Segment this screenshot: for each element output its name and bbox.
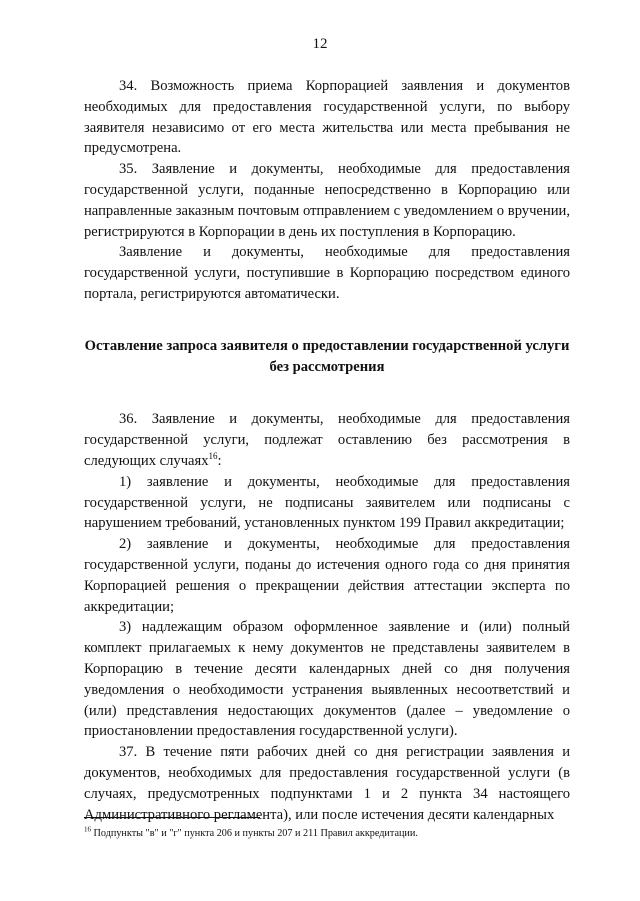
paragraph-35-continued: Заявление и документы, необходимые для предоставления государственной услуги, поступившие в Корпорацию посредством единого портала, регистрируются автоматически. [84, 244, 570, 302]
footnote-text: Подпункты "в" и "г" пункта 206 и пункты 207 и 211 Правил аккредитации. [91, 828, 418, 839]
main-text [84, 76, 570, 825]
footnote-mark: 16 [84, 825, 91, 834]
page-number: 12 [312, 36, 328, 52]
footnote-separator [84, 817, 260, 818]
paragraph-37: 37. В течение пяти рабочих дней со дня регистрации заявления и документов, необходимых для предоставления государственной услуги (в случаях, предусмотренных подпунктами 1 и 2 пункта 34 настоящего Административного регламента), или после истечения десяти календарных [84, 744, 570, 823]
paragraph-36-text: 36. Заявление и документы, необходимые для предоставления государственной услуги, подлежат оставлению без рассмотрения в следующих случаях [84, 411, 570, 469]
list-item-1: 1) заявление и документы, необходимые для предоставления государственной услуги, не подписаны заявителем или подписаны с нарушением требований, установленных пунктом 199 Правил аккредитации; [84, 473, 570, 532]
footnote-reference[interactable]: 16 [208, 451, 218, 462]
paragraph-36 [84, 409, 570, 471]
paragraph-36-colon: : [217, 452, 222, 469]
footnote [84, 827, 570, 840]
list-item-3: 3) надлежащим образом оформленное заявление и (или) полный комплект прилагаемых к нему документов не представлены заявителем в Корпорацию в течение десяти календарных дней со дня получения уведомления о необходимости устранения выявленных несоответствий и (или) представления недостающих документов (далее – уведомление о приостановлении предоставления государственной услуги). [84, 619, 570, 740]
list-item-2: 2) заявление и документы, необходимые для предоставления государственной услуги, поданы до истечения одного года со дня принятия Корпорацией решения о прекращении действия аттестации эксперта по аккредитации; [84, 536, 570, 615]
paragraph-35: 35. Заявление и документы, необходимые для предоставления государственной услуги, поданные непосредственно в Корпорацию или направленные заказным почтовым отправлением с уведомлением о вручении, регистрируются в Корпорации в день их поступления в Корпорацию. [84, 161, 570, 240]
section-heading: Оставление запроса заявителя о предоставлении государственной услуги без рассмотрения [84, 337, 570, 375]
paragraph-34: 34. Возможность приема Корпорацией заявления и документов необходимых для предоставления государственной услуги, по выбору заявителя независимо от его места жительства или места пребывания не предусмотрена. [84, 78, 570, 157]
